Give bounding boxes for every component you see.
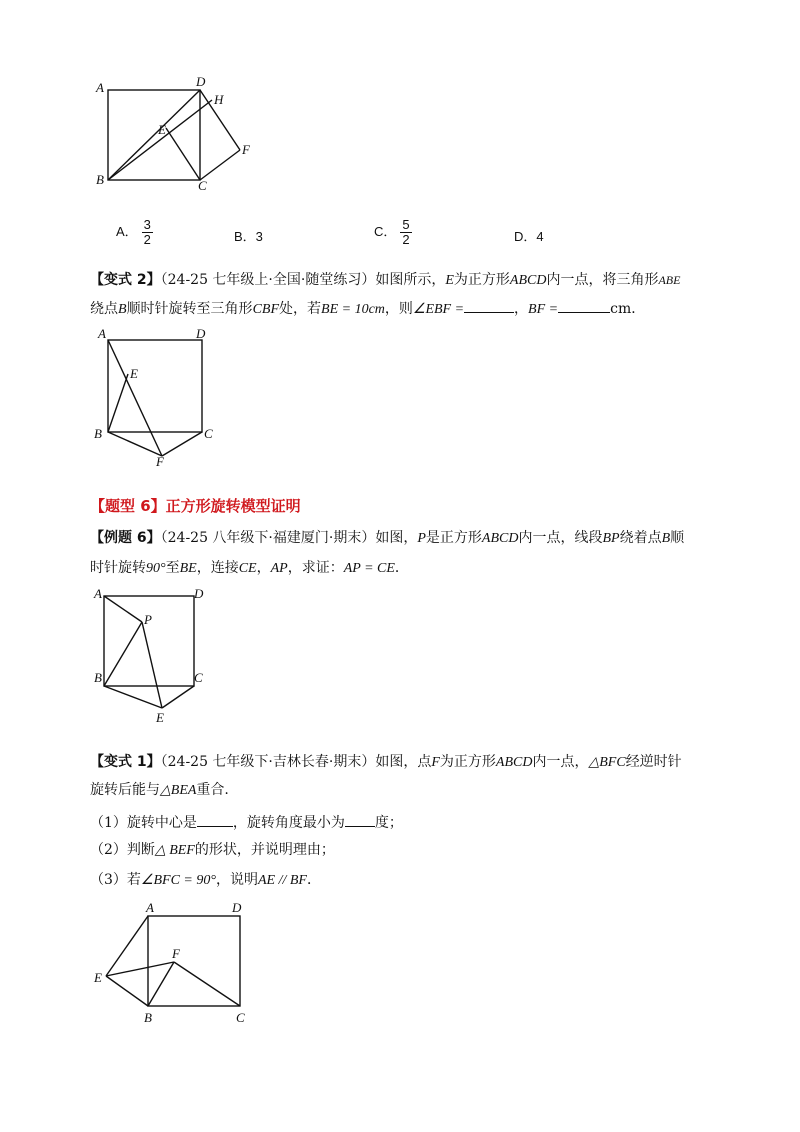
example6-line1: 【例题 6】（24-25 八年级下·福建厦门·期末）如图，P是正方形ABCD内一点，线段BP绕着点B顺	[90, 530, 685, 546]
label-P: P	[144, 612, 152, 627]
answer-blank-bf[interactable]	[558, 298, 610, 313]
variant1-line2: 旋转后能与△BEA重合.	[90, 782, 229, 798]
figure-square-abcd-ef	[90, 326, 220, 468]
variant1-q3: （3）若∠BFC = 90°，说明AE // BF．	[90, 872, 321, 888]
label-E: E	[94, 970, 102, 985]
label-D: D	[232, 900, 242, 915]
option-c[interactable]: C． $\frac{5}{2}$	[374, 217, 410, 247]
answer-blank-center[interactable]	[197, 812, 233, 827]
label-F: F	[242, 142, 250, 157]
label-D: D	[194, 586, 204, 601]
variant1-q1: （1）旋转中心是 ，旋转角度最小为 度；	[90, 812, 403, 833]
label-A: A	[98, 326, 106, 341]
label-C: C	[194, 670, 203, 685]
variant1-line1: 【变式 1】（24-25 七年级下·吉林长春·期末）如图，点F为正方形ABCD内一点，△BFC经逆时针	[90, 754, 682, 770]
label-E: E	[130, 366, 138, 381]
option-b[interactable]: B．3	[234, 229, 263, 244]
figure-square-abcd-ef2	[90, 896, 260, 1028]
option-a[interactable]: A． $\frac{3}{2}$	[116, 217, 151, 247]
figure-square-abcd-pe	[90, 584, 220, 726]
label-E: E	[158, 122, 166, 137]
label-F: F	[172, 946, 180, 961]
label-H: H	[214, 92, 224, 107]
label-A: A	[146, 900, 154, 915]
variant1-q2: （2）判断△ BEF的形状，并说明理由；	[90, 842, 335, 858]
label-B: B	[94, 670, 102, 685]
label-A: A	[96, 80, 104, 95]
label-B: B	[94, 426, 102, 441]
option-d[interactable]: D．4	[514, 229, 544, 244]
answer-blank-angle[interactable]	[464, 298, 514, 313]
label-E: E	[156, 710, 164, 725]
label-F: F	[156, 454, 164, 468]
answer-blank-angle[interactable]	[345, 812, 375, 827]
fraction: $\frac{3}{2}$	[143, 217, 151, 247]
label-B: B	[96, 172, 104, 187]
variant2-line2: 绕点B顺时针旋转至三角形CBF处，若BE = 10cm，则∠EBF = ，BF = cm．	[90, 298, 645, 320]
example6-line2: 时针旋转90°至BE，连接CE，AP，求证：AP = CE．	[90, 560, 409, 576]
label-B: B	[144, 1010, 152, 1025]
label-C: C	[198, 178, 207, 193]
variant2-line1: 【变式 2】（24-25 七年级上·全国·随堂练习）如图所示，E为正方形ABCD内一点，将三角形ABE	[90, 272, 681, 288]
label-D: D	[196, 326, 206, 341]
figure-square-abcd-h	[90, 70, 270, 195]
label-D: D	[196, 74, 206, 89]
label-C: C	[236, 1010, 245, 1025]
label-A: A	[94, 586, 102, 601]
label-C: C	[204, 426, 213, 441]
fraction: $\frac{5}{2}$	[402, 217, 410, 247]
section-title: 【题型 6】正方形旋转模型证明	[90, 497, 301, 515]
